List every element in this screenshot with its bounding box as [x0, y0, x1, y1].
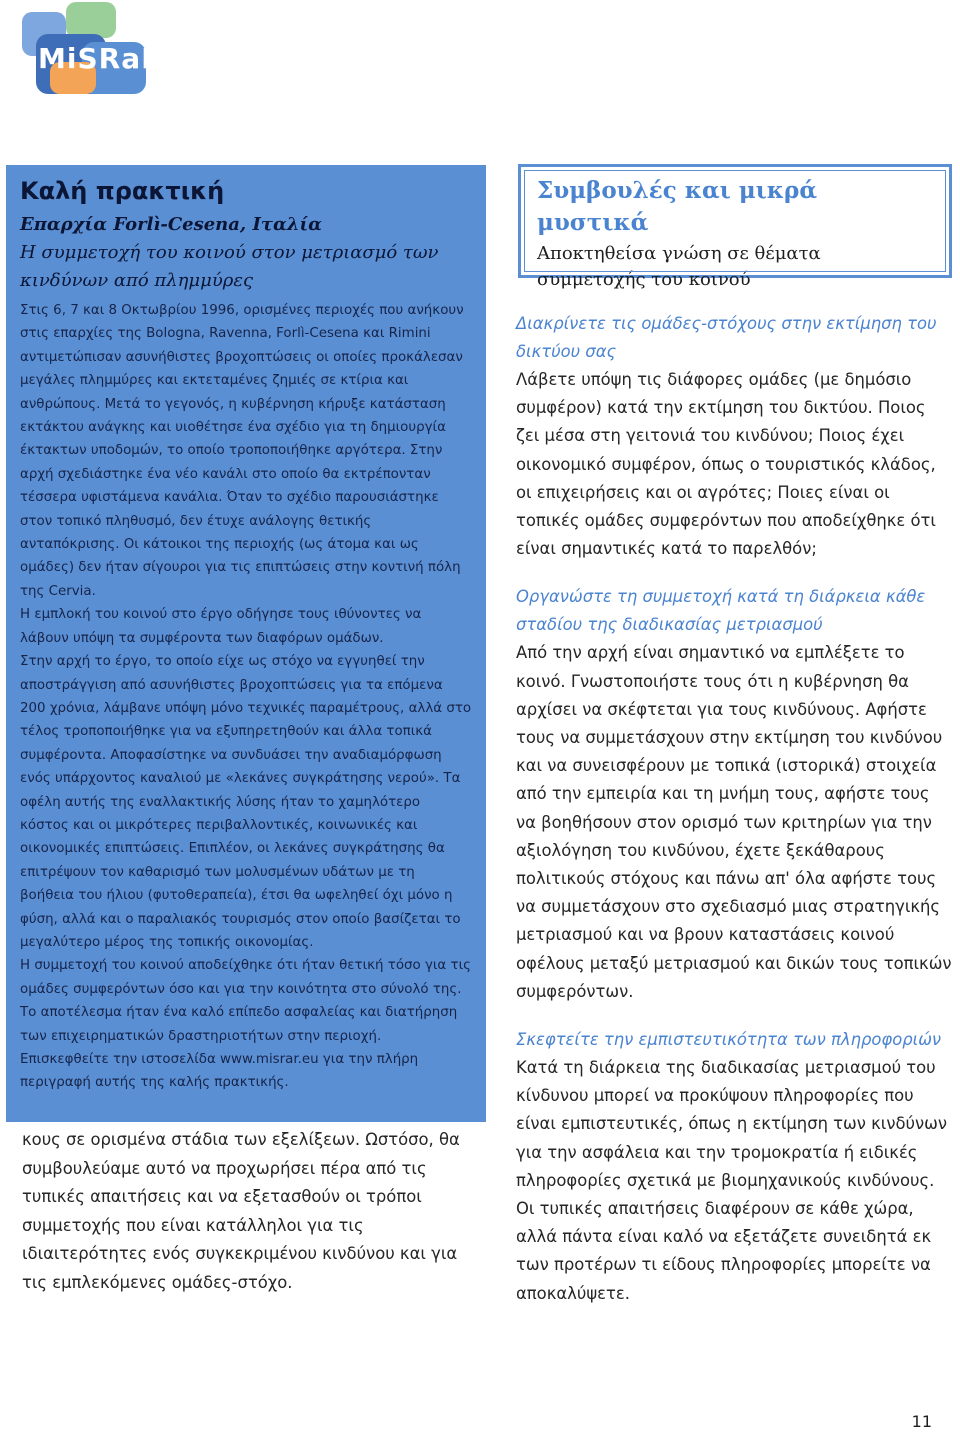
good-practice-title: Καλή πρακτική — [20, 177, 225, 205]
tip-body: Κατά τη διάρκεια της διαδικασίας μετριασμού του κίνδυνου μπορεί να προκύψουν πληροφορίες που είναι εμπιστευτικές, όπως η εκτίμηση των κινδύνων για την ασφάλεια και την τρομοκρατία ή ειδικές πληροφορίες σχετικά με βιομηχανικούς κινδύνους. Οι τυπικές απαιτήσεις διαφέρουν σε κάθε χώρα, αλλά πάντα είναι καλό να εξετάζετε συνειδητά εκ των προτέρων τι είδους πληροφορίες μπορείτε να αποκαλύψετε. — [516, 1058, 948, 1303]
tip-body: Λάβετε υπόψη τις διάφορες ομάδες (με δημόσιο συμφέρον) κατά την εκτίμηση του δικτύου. Ποιος ζει μέσα στη γειτονιά του κινδύνου; Ποιος έχει οικονομικό συμφέρον, όπως ο τουριστικός κλάδος, οι επιχειρήσεις και οι αγρότες; Ποιες είναι οι τοπικές ομάδες συμφερόντων που αποδείχθηκε ότι είναι σημαντικές κατά το παρελθόν; — [516, 370, 936, 559]
good-practice-paragraph: Η συμμετοχή του κοινού αποδείχθηκε ότι ήταν θετική τόσο για τις ομάδες συμφερόντων όσο και για την κοινότητα στο σύνολό της. Το αποτέλεσμα ήταν ένα καλό επίπεδο ασφαλείας και διατήρηση των επιχειρηματικών δραστηριοτήτων στην περιοχή. — [20, 958, 471, 1044]
tip-heading: Διακρίνετε τις ομάδες-στόχους στην εκτίμηση του δικτύου σας — [516, 314, 937, 361]
misrar-logo — [22, 2, 164, 98]
good-practice-paragraph: Στις 6, 7 και 8 Οκτωβρίου 1996, ορισμένες περιοχές που ανήκουν στις επαρχίες της Bologna, Ravenna, Forlì-Cesena και Rimini αντιμετώπισαν ασυνήθιστες βροχοπτώσεις οι οποίες προκάλεσαν μεγάλες πλημμύρες και εκτεταμένες ζημιές σε κτίρια και ανθρώπους. Μετά το γεγονός, η κυβέρνηση κήρυξε κατάσταση εκτάκτου ανάγκης και υιοθέτησε ένα σχέδιο για τη δημιουργία έκτακτων υποδομών, το οποίο τροποποιήθηκε αργότερα. Στην αρχή σχεδιάστηκε ένα νέο κανάλι στο οποίο θα εκτρέπονταν τέσσερα υφιστάμενα κανάλια. Όταν το σχέδιο παρουσιάστηκε στον τοπικό πληθυσμό, δεν έτυχε ανάλογης θετικής ανταπόκρισης. Οι κάτοικοι της περιοχής (ως άτομα και ως ομάδες) δεν ήταν σίγουροι για τις επιπτώσεις στην κοντινή πόλη της Cervia. — [20, 303, 464, 599]
good-practice-region: Επαρχία Forlì-Cesena, Ιταλία — [20, 214, 323, 235]
tip-heading: Σκεφτείτε την εμπιστευτικότητα των πληροφοριών — [516, 1030, 942, 1050]
good-practice-paragraph: Στην αρχή το έργο, το οποίο είχε ως στόχο να εγγυηθεί την αποστράγγιση από ασυνήθιστες βροχοπτώσεις για τα επόμενα 200 χρόνια, λάμβανε υπόψη μόνο τεχνικές παραμέτρους, αλλά στο τέλος τροποποιήθηκε για να εξυπηρετηθούν και άλλα τοπικά συμφέροντα. Αποφασίστηκε να συνδυάσει την αναδιαμόρφωση ενός υπάρχοντος καναλιού με «λεκάνες συγκράτησης νερού». Τα οφέλη αυτής της εναλλακτικής λύσης ήταν το χαμηλότερο κόστος και οι μικρότερες περιβαλλοντικές, κοινωνικές και οικονομικές επιπτώσεις. Επιπλέον, οι λεκάνες συγκράτησης θα επιτρέψουν τον καθαρισμό των μολυσμένων υδάτων με τη βοήθεια του ήλιου (φυτοθεραπεία), έτσι θα ωφεληθεί όχι μόνο η φύση, αλλά και ο παραλιακός τουρισμός στον οποίο βασίζεται το μεγαλύτερο μέρος της τοπικής οικονομίας. — [20, 654, 472, 950]
tips-header-box — [518, 164, 952, 290]
good-practice-panel — [6, 165, 486, 1122]
tip-item — [516, 1026, 954, 1308]
tips-list — [516, 310, 954, 1328]
logo-text: MiSRaR — [38, 42, 164, 75]
continuation-text: κους σε ορισμένα στάδια των εξελίξεων. Ωστόσο, θα συμβουλεύαμε αυτό να προχωρήσει πέρα από τις τυπικές απαιτήσεις και να εξετασθούν οι τρόποι συμμετοχής που είναι κατάλληλοι για τις ιδιαιτερότητες ενός συγκεκριμένου κινδύνου και για τις εμπλεκόμενες ομάδες-στόχο. — [22, 1130, 460, 1292]
tip-body: Από την αρχή είναι σημαντικό να εμπλέξετε το κοινό. Γνωστοποιήστε τους ότι η κυβέρνηση θα αρχίσει να σκέφτεται για τους κινδύνους. Αφήστε τους να συμμετάσχουν στην εκτίμηση του κινδύνου και να συνεισφέρουν με τοπικά (ιστορικά) στοιχεία από την εμπειρία και τη μνήμη τους, αφήστε τους να βοηθήσουν στον ορισμό των κριτηρίων για την αξιολόγηση του κινδύνου, έχετε ξεκάθαρους πολιτικούς στόχους και πάνω απ' όλα αφήστε τους να συμμετάσχουν στο σχεδιασμό μιας στρατηγικής μετριασμού και να βρουν καταστάσεις κοινού οφέλους μεταξύ μετριασμού και δικών τους τοπικών συμφερόντων. — [516, 643, 952, 1001]
tips-subtitle: Αποκτηθείσα γνώση σε θέματα συμμετοχής του κοινού — [537, 243, 821, 290]
good-practice-paragraph: Η εμπλοκή του κοινού στο έργο οδήγησε τους ιθύνοντες να λάβουν υπόψη τα συμφέροντα των διαφόρων ομάδων. — [20, 607, 422, 646]
good-practice-body — [20, 299, 472, 1095]
page-number: 11 — [911, 1412, 932, 1431]
tips-title: Συμβουλές και μικρά μυστικά — [537, 177, 818, 236]
tip-item — [516, 310, 954, 563]
left-column-continuation — [22, 1126, 472, 1297]
tip-item — [516, 583, 954, 1006]
good-practice-paragraph: Επισκεφθείτε την ιστοσελίδα www.misrar.eu για την πλήρη περιγραφή αυτής της καλής πρακτικής. — [20, 1052, 419, 1091]
tip-heading: Οργανώστε τη συμμετοχή κατά τη διάρκεια κάθε σταδίου της διαδικασίας μετριασμού — [516, 587, 926, 635]
good-practice-subtitle: Η συμμετοχή του κοινού στον μετριασμό των κινδύνων από πλημμύρες — [20, 242, 439, 291]
